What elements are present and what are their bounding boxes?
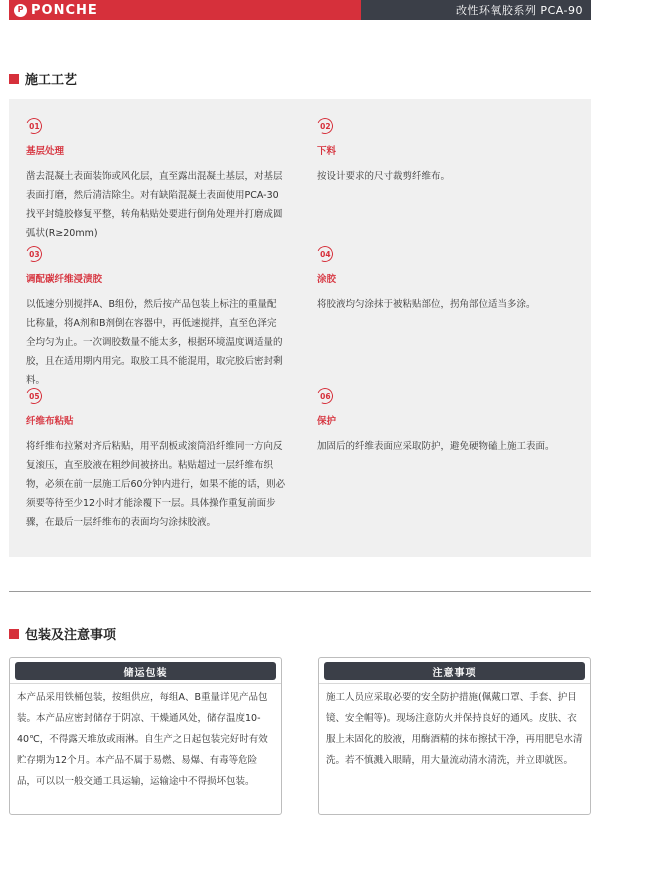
product-series: 改性环氧胶系列 PCA-90	[455, 4, 583, 17]
brand-name: PONCHE	[31, 2, 98, 18]
notes-card-header	[324, 662, 585, 680]
logo-mark-letter: P	[17, 5, 24, 14]
step-02	[317, 117, 577, 186]
step-number-icon: 06	[315, 386, 336, 407]
notes-card	[318, 657, 591, 815]
step-title: 保护	[317, 416, 337, 427]
step-03	[26, 245, 286, 390]
step-title: 下料	[317, 146, 337, 157]
step-text: 将胶液均匀涂抹于被粘贴部位，拐角部位适当多涂。	[317, 299, 536, 310]
card-divider	[10, 683, 281, 684]
step-title: 基层处理	[26, 146, 65, 157]
step-number-icon: 02	[315, 116, 336, 137]
section-marker-icon	[9, 74, 19, 84]
step-text: 按设计要求的尺寸裁剪纤维布。	[317, 171, 451, 182]
step-number-icon: 04	[315, 244, 336, 265]
step-text: 加固后的纤维表面应采取防护，避免硬物磕上施工表面。	[317, 441, 555, 452]
construction-steps-panel	[9, 99, 591, 557]
page-header	[9, 0, 591, 20]
step-01	[26, 117, 286, 243]
step-number-icon: 03	[24, 244, 45, 265]
step-title: 涂胶	[317, 274, 337, 285]
section-marker-icon	[9, 629, 19, 639]
construction-section-title	[9, 69, 77, 88]
card-divider	[319, 683, 590, 684]
storage-card-text: 本产品采用铁桶包装，按组供应，每组A、B重量详见产品包装。本产品应密封储存于阴凉、干燥通风处，储存温度10-40℃，不得露天堆放或雨淋。自生产之日起包装完好时有效贮存期为12个月。本产品不属于易燃、易爆、有毒等危险品，可以以一般交通工具运输，运输途中不得损坏包装。	[17, 692, 268, 787]
storage-card	[9, 657, 282, 815]
notes-card-title: 注意事项	[432, 667, 477, 679]
storage-card-title: 储运包装	[123, 667, 168, 679]
step-title: 纤维布粘贴	[26, 416, 74, 427]
step-06	[317, 387, 577, 456]
notes-card-text: 施工人员应采取必要的安全防护措施(佩戴口罩、手套、护目镜、安全帽等)。现场注意防火并保持良好的通风。皮肤、衣服上未固化的胶液，用酶酒精的抹布擦拭干净，再用肥皂水清洗。若不慎溅入眼睛，用大量流动清水清洗，并立即就医。	[326, 692, 583, 766]
logo-icon	[14, 4, 27, 17]
step-text: 凿去混凝土表面装饰或风化层，直至露出混凝土基层，对基层表面打磨，然后清洁除尘。对有缺陷混凝土表面使用PCA-30找平封缝胶修复平整，转角粘贴处要进行倒角处理并打磨成圆弧状(R≥20mm)	[26, 171, 283, 239]
step-number-icon: 01	[24, 116, 45, 137]
packaging-section-title	[9, 624, 116, 643]
storage-card-header	[15, 662, 276, 680]
brand-bar	[9, 0, 361, 20]
construction-title: 施工工艺	[25, 73, 78, 88]
section-divider	[9, 591, 591, 592]
step-text: 以低速分别搅拌A、B组份，然后按产品包装上标注的重量配比称量，将A剂和B剂倒在容器中，再低速搅拌，直至色泽完全均匀为止。一次调胶数量不能太多，根据环境温度调适量的胶，且在适用期内用完。取胶工具不能混用，取完胶后密封剩料。	[26, 299, 283, 386]
step-text: 将纤维布拉紧对齐后粘贴，用平刮板或滚筒沿纤维同一方向反复滚压，直至胶液在粗纱间被挤出。粘贴超过一层纤维布织物，必须在前一层施工后60分钟内进行，如果不能的话，则必须要等待至少12小时才能涂覆下一层。具体操作重复前面步骤，在最后一层纤维布的表面均匀涂抹胶液。	[26, 441, 286, 528]
step-05	[26, 387, 286, 532]
packaging-title: 包装及注意事项	[25, 628, 117, 643]
step-04	[317, 245, 577, 314]
step-number-icon: 05	[24, 386, 45, 407]
series-bar	[361, 0, 591, 20]
step-title: 调配碳纤维浸渍胶	[26, 274, 103, 285]
